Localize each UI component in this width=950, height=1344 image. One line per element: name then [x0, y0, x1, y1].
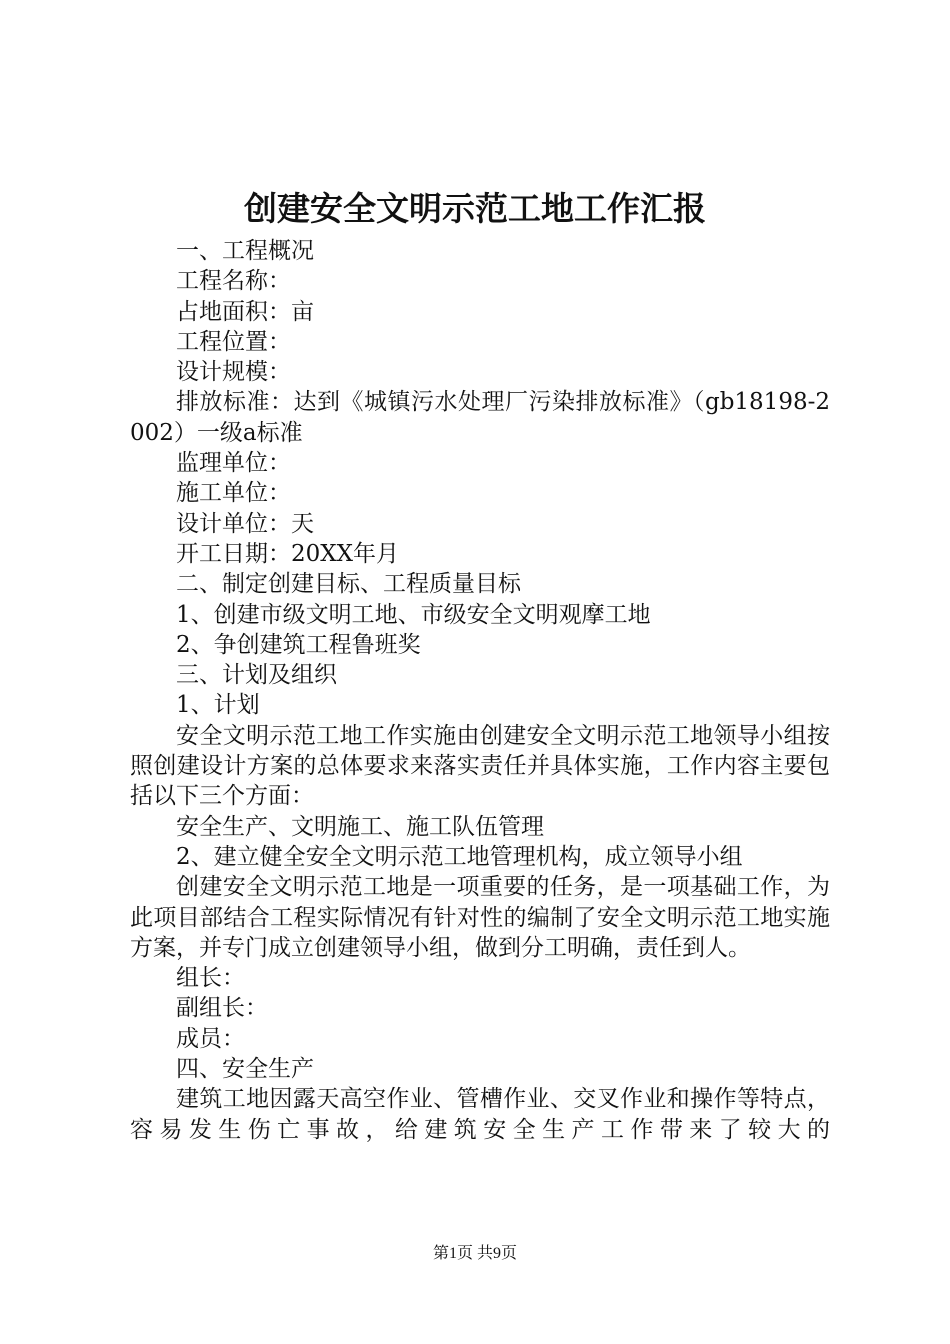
subsection-heading: 2、建立健全安全文明示范工地管理机构，成立领导小组 [176, 843, 743, 870]
field-line: 设计单位：天 [176, 510, 314, 537]
field-line: 副组长： [176, 995, 268, 1022]
subsection-heading: 1、计划 [176, 692, 260, 719]
field-line: 施工单位： [176, 480, 291, 507]
list-item: 2、争创建筑工程鲁班奖 [176, 631, 421, 658]
section-heading: 三、计划及组织 [176, 662, 337, 689]
page-footer: 第1页 共9页 [432, 1245, 517, 1262]
field-line: 监理单位： [176, 450, 291, 477]
field-line: 组长： [176, 965, 245, 992]
section-heading: 四、安全生产 [176, 1056, 314, 1083]
body-paragraph: 建筑工地因露天高空作业、管槽作业、交叉作业和操作等特点，容易发生伤亡事故，给建筑安全生产工作带来了较大的 [130, 1086, 830, 1143]
field-line: 成员： [176, 1025, 245, 1052]
section-heading: 一、工程概况 [176, 238, 314, 264]
document-title: 创建安全文明示范工地工作汇报 [244, 189, 706, 228]
body-paragraph: 创建安全文明示范工地是一项重要的任务，是一项基础工作，为此项目部结合工程实际情况有针对性的编制了安全文明示范工地实施方案，并专门成立创建领导小组，做到分工明确，责任到人。 [130, 874, 830, 961]
section-heading: 二、制定创建目标、工程质量目标 [176, 571, 521, 598]
document-body [130, 236, 830, 1145]
body-paragraph: 安全生产、文明施工、施工队伍管理 [176, 813, 544, 840]
list-item: 1、创建市级文明工地、市级安全文明观摩工地 [176, 601, 651, 628]
body-paragraph: 安全文明示范工地工作实施由创建安全文明示范工地领导小组按照创建设计方案的总体要求来落实责任并具体实施，工作内容主要包括以下三个方面： [130, 722, 830, 810]
field-line: 占地面积：亩 [176, 298, 314, 325]
field-line: 排放标准：达到《城镇污水处理厂污染排放标准》（gb18198-2002）一级a标准 [130, 389, 830, 446]
field-line: 工程位置： [176, 328, 291, 355]
field-line: 开工日期：20XX年月 [176, 540, 400, 567]
field-line: 工程名称： [176, 268, 291, 295]
field-line: 设计规模： [176, 359, 291, 386]
